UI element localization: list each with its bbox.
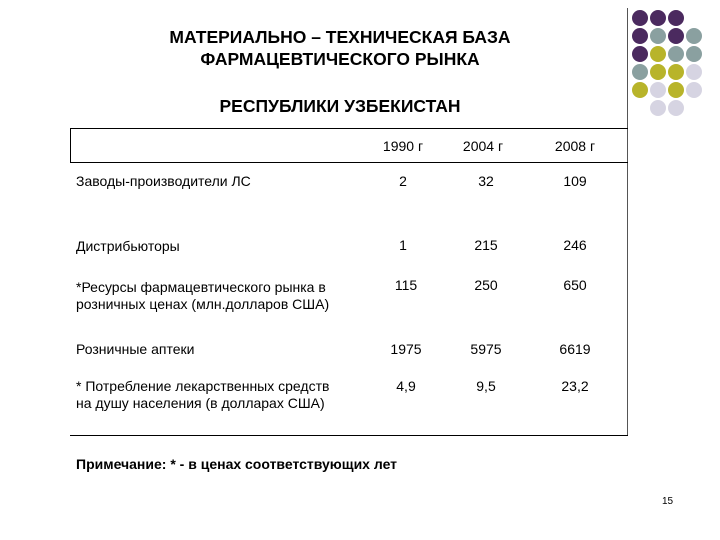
- table-row-label: * Потребление лекарственных средств на душу населения (в долларах США): [76, 378, 330, 411]
- table-cell: 250: [474, 277, 498, 293]
- table-cell: 5975: [470, 341, 502, 357]
- dot-icon: [632, 82, 648, 98]
- table-cell: 215: [474, 237, 498, 253]
- table-left-border: [70, 128, 71, 163]
- dot-icon: [686, 46, 702, 62]
- table-top-border: [70, 128, 628, 129]
- dot-icon: [686, 28, 702, 44]
- dot-icon: [668, 10, 684, 26]
- table-row-label: Заводы-производители ЛС: [76, 173, 251, 189]
- dot-icon: [632, 28, 648, 44]
- table-header-border: [70, 162, 628, 163]
- title-line-2: ФАРМАЦЕВТИЧЕСКОГО РЫНКА: [200, 49, 480, 69]
- dot-icon: [650, 64, 666, 80]
- footnote: Примечание: * - в ценах соответствующих лет: [76, 456, 398, 472]
- dot-icon: [686, 64, 702, 80]
- table-cell: 246: [563, 237, 587, 253]
- dot-icon: [668, 28, 684, 44]
- decorative-dot-grid: [632, 10, 712, 120]
- table-bottom-border: [70, 435, 628, 436]
- table-header-2008: 2008 г: [554, 138, 596, 154]
- divider-line: [627, 8, 628, 436]
- table-cell: 6619: [559, 341, 591, 357]
- table-cell: 23,2: [561, 378, 589, 394]
- table-header-1990: 1990 г: [382, 138, 424, 154]
- dot-icon: [632, 10, 648, 26]
- page-subtitle: РЕСПУБЛИКИ УЗБЕКИСТАН: [219, 96, 461, 116]
- table-cell: 650: [563, 277, 587, 293]
- dot-icon: [650, 28, 666, 44]
- table-cell: 1: [399, 237, 407, 253]
- dot-icon: [686, 82, 702, 98]
- page-number: 15: [662, 496, 674, 507]
- title-line-1: МАТЕРИАЛЬНО – ТЕХНИЧЕСКАЯ БАЗА: [169, 27, 511, 47]
- dot-icon: [632, 46, 648, 62]
- table-row-label: Розничные аптеки: [76, 341, 195, 357]
- dot-icon: [650, 10, 666, 26]
- table-cell: 2: [399, 173, 407, 189]
- dot-icon: [632, 64, 648, 80]
- dot-icon: [668, 46, 684, 62]
- page-title: [60, 26, 620, 70]
- table-cell: 109: [563, 173, 587, 189]
- table-row-label: Дистрибьюторы: [76, 238, 180, 254]
- table-cell: 1975: [390, 341, 422, 357]
- table-header-2004: 2004 г: [462, 138, 504, 154]
- dot-icon: [650, 82, 666, 98]
- dot-icon: [668, 64, 684, 80]
- dot-icon: [668, 82, 684, 98]
- table-row-label: *Ресурсы фармацевтического рынка в розничных ценах (млн.долларов США): [76, 279, 330, 312]
- table-cell: 4,9: [396, 378, 416, 394]
- table-cell: 9,5: [476, 378, 496, 394]
- dot-icon: [668, 100, 684, 116]
- dot-icon: [650, 46, 666, 62]
- table-cell: 32: [478, 173, 494, 189]
- table-cell: 115: [394, 277, 418, 293]
- dot-icon: [650, 100, 666, 116]
